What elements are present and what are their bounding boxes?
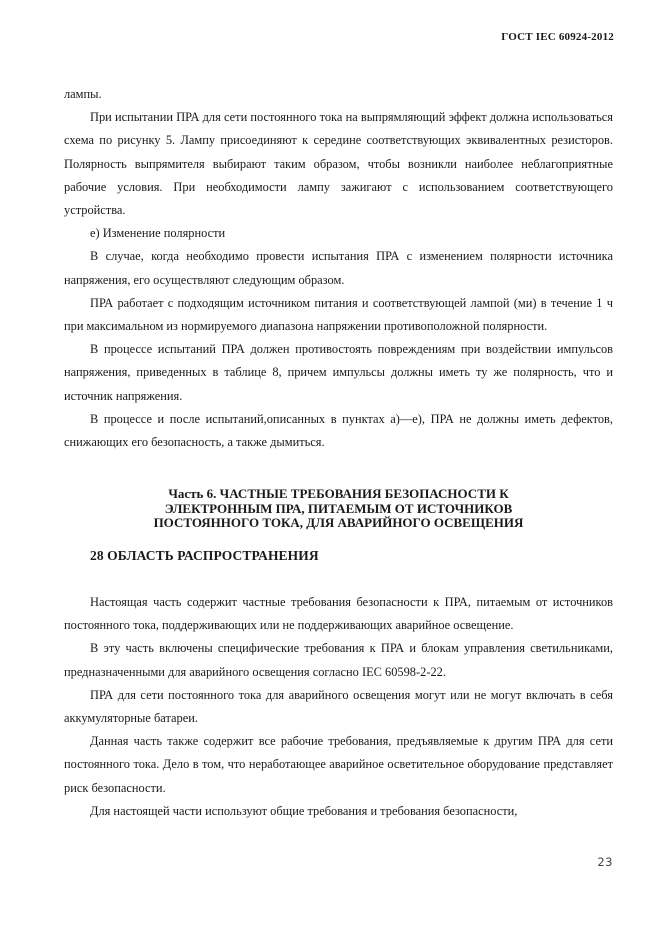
- paragraph: В случае, когда необходимо провести испытания ПРА с изменением полярности источника напряжения, его осуществляют следующим образом.: [64, 249, 613, 287]
- paragraph: лампы.: [64, 87, 102, 101]
- page-number: 23: [597, 855, 613, 869]
- page-header-standard-code: ГОСТ IEC 60924-2012: [501, 31, 614, 43]
- paragraph: е) Изменение полярности: [90, 226, 226, 241]
- paragraph: Данная часть также содержит все рабочие требования, предъявляемые к другим ПРА для сети постоянного тока. Дело в том, что неработающее аварийное осветительное оборудование представляет риск безопасности.: [64, 734, 613, 795]
- body-text-bottom: [64, 591, 613, 823]
- section-title: 28 ОБЛАСТЬ РАСПРОСТРАНЕНИЯ: [90, 548, 319, 563]
- part-title: [64, 487, 613, 531]
- part-title-line: ПОСТОЯННОГО ТОКА, ДЛЯ АВАРИЙНОГО ОСВЕЩЕНИЯ: [153, 515, 524, 530]
- part-title-line: ЭЛЕКТРОННЫМ ПРА, ПИТАЕМЫМ ОТ ИСТОЧНИКОВ: [164, 500, 513, 516]
- paragraph: В процессе и после испытаний,описанных в пунктах а)—е), ПРА не должны иметь дефектов, снижающих его безопасность, а также дымиться.: [64, 411, 613, 450]
- paragraph: ПРА работает с подходящим источником питания и соответствующей лампой (ми) в течение 1 ч при максимальном из нормируемого диапазона напряжении противоположной полярности.: [64, 295, 613, 334]
- paragraph: В эту часть включены специфические требования к ПРА и блокам управления светильниками, предназначенными для аварийного освещения согласно IEC 60598-2-22.: [64, 641, 613, 679]
- paragraph: Для настоящей части используют общие требования и требования безопасности,: [90, 803, 518, 818]
- paragraph: В процессе испытаний ПРА должен противостоять повреждениям при воздействии импульсов напряжения, приведенных в таблице 8, причем импульсы должны иметь ту же полярность, что и источник напряжения.: [64, 342, 613, 403]
- paragraph: Настоящая часть содержит частные требования безопасности к ПРА, питаемым от источников постоянного тока, поддерживающих или не поддерживающих аварийное освещение.: [64, 595, 613, 633]
- paragraph: ПРА для сети постоянного тока для аварийного освещения могут или не могут включать в себя аккумуляторные батареи.: [64, 687, 613, 726]
- body-text-top: [64, 83, 613, 454]
- part-title-line: Часть 6. ЧАСТНЫЕ ТРЕБОВАНИЯ БЕЗОПАСНОСТИ К: [168, 486, 509, 501]
- paragraph: При испытании ПРА для сети постоянного тока на выпрямляющий эффект должна использоваться схема по рисунку 5. Лампу присоединяют к середине соответствующих эквивалентных резисторов. Полярность выпрямителя выбирают таким образом, чтобы возникли наиболее неблагоприятные рабочие условия. При необходимости лампу зажигают с использованием соответствующего устройства.: [64, 110, 613, 218]
